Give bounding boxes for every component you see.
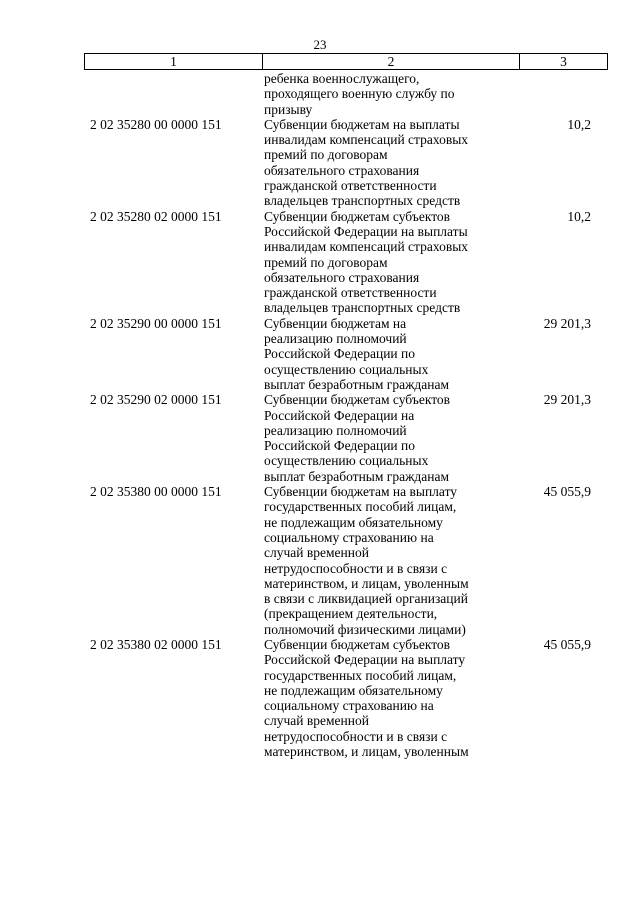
description-line: владельцев транспортных средств [264,300,461,316]
description-line: не подлежащим обязательному [264,514,443,530]
description-line: материнством, и лицам, уволенным [264,575,469,591]
description-line: Субвенции бюджетам на выплаты [264,116,460,132]
budget-description [262,117,532,209]
budget-description [262,637,532,759]
column-header-table [84,53,608,70]
description-line: гражданской ответственности [264,285,437,301]
description-line: осуществлению социальных [264,453,429,469]
budget-amount: 29 201,3 [543,392,591,408]
description-line: случай временной [264,713,369,729]
column-header-1: 1 [85,54,263,70]
page-number: 23 [313,37,327,52]
column-header-row [85,54,608,70]
budget-amount: 29 201,3 [543,315,591,331]
description-line: социальному страхованию на [264,529,434,545]
description-line: реализацию полномочий [264,331,407,347]
budget-description [262,484,532,637]
description-line: полномочий физическими лицами) [264,621,466,637]
budget-code: 2 02 35280 00 0000 151 [90,116,222,132]
budget-code: 2 02 35380 02 0000 151 [90,636,222,652]
description-line: выплат безработным гражданам [264,376,450,392]
budget-description [262,71,532,117]
description-line: нетрудоспособности и в связи с [264,560,448,576]
budget-amount: 45 055,9 [543,484,591,500]
table-row [84,316,607,392]
description-line: премий по договорам [264,254,388,270]
description-line: инвалидам компенсаций страховых [264,239,469,255]
budget-amount: 10,2 [567,116,591,132]
table-row [84,71,607,117]
description-line: премий по договорам [264,147,388,163]
description-line: Субвенции бюджетам на выплату [264,484,458,500]
budget-description [262,209,532,316]
description-line: государственных пособий лицам, [264,667,457,683]
table-row [84,209,607,316]
budget-code: 2 02 35280 02 0000 151 [90,208,222,224]
description-line: Субвенции бюджетам субъектов [264,636,451,652]
budget-amount: 10,2 [567,208,591,224]
description-line: (прекращением деятельности, [264,606,438,622]
description-line: социальному страхованию на [264,698,434,714]
table-row [84,117,607,209]
description-line: государственных пособий лицам, [264,499,457,515]
budget-amount: 45 055,9 [543,636,591,652]
column-header-2: 2 [263,54,520,70]
description-line: Российской Федерации на выплаты [264,223,468,239]
description-line: случай временной [264,545,369,561]
description-line: ребенка военнослужащего, [264,71,420,86]
budget-code: 2 02 35380 00 0000 151 [90,484,222,500]
table-row [84,637,607,759]
description-line: Субвенции бюджетам субъектов [264,208,451,224]
description-line: Российской Федерации на выплату [264,652,466,668]
description-line: гражданской ответственности [264,178,437,194]
column-header-3: 3 [520,54,608,70]
description-line: не подлежащим обязательному [264,682,443,698]
budget-description [262,392,532,484]
description-line: материнством, и лицам, уволенным [264,744,469,760]
table-row [84,392,607,484]
description-line: Субвенции бюджетам субъектов [264,392,451,408]
description-line: реализацию полномочий [264,422,407,438]
description-line: в связи с ликвидацией организаций [264,591,468,607]
budget-code: 2 02 35290 02 0000 151 [90,392,222,408]
description-line: владельцев транспортных средств [264,193,461,209]
description-line: обязательного страхования [264,269,420,285]
description-line: Российской Федерации на [264,407,415,423]
description-line: Российской Федерации по [264,346,416,362]
table-row [84,484,607,637]
description-line: обязательного страхования [264,162,420,178]
budget-rows [84,71,607,759]
description-line: Субвенции бюджетам на [264,315,407,331]
description-line: нетрудоспособности и в связи с [264,728,448,744]
budget-code: 2 02 35290 00 0000 151 [90,315,222,331]
description-line: выплат безработным гражданам [264,468,450,484]
description-line: призыву [264,101,313,117]
budget-description [262,316,532,392]
description-line: проходящего военную службу по [264,86,455,102]
description-line: инвалидам компенсаций страховых [264,132,469,148]
description-line: осуществлению социальных [264,361,429,377]
description-line: Российской Федерации по [264,438,416,454]
